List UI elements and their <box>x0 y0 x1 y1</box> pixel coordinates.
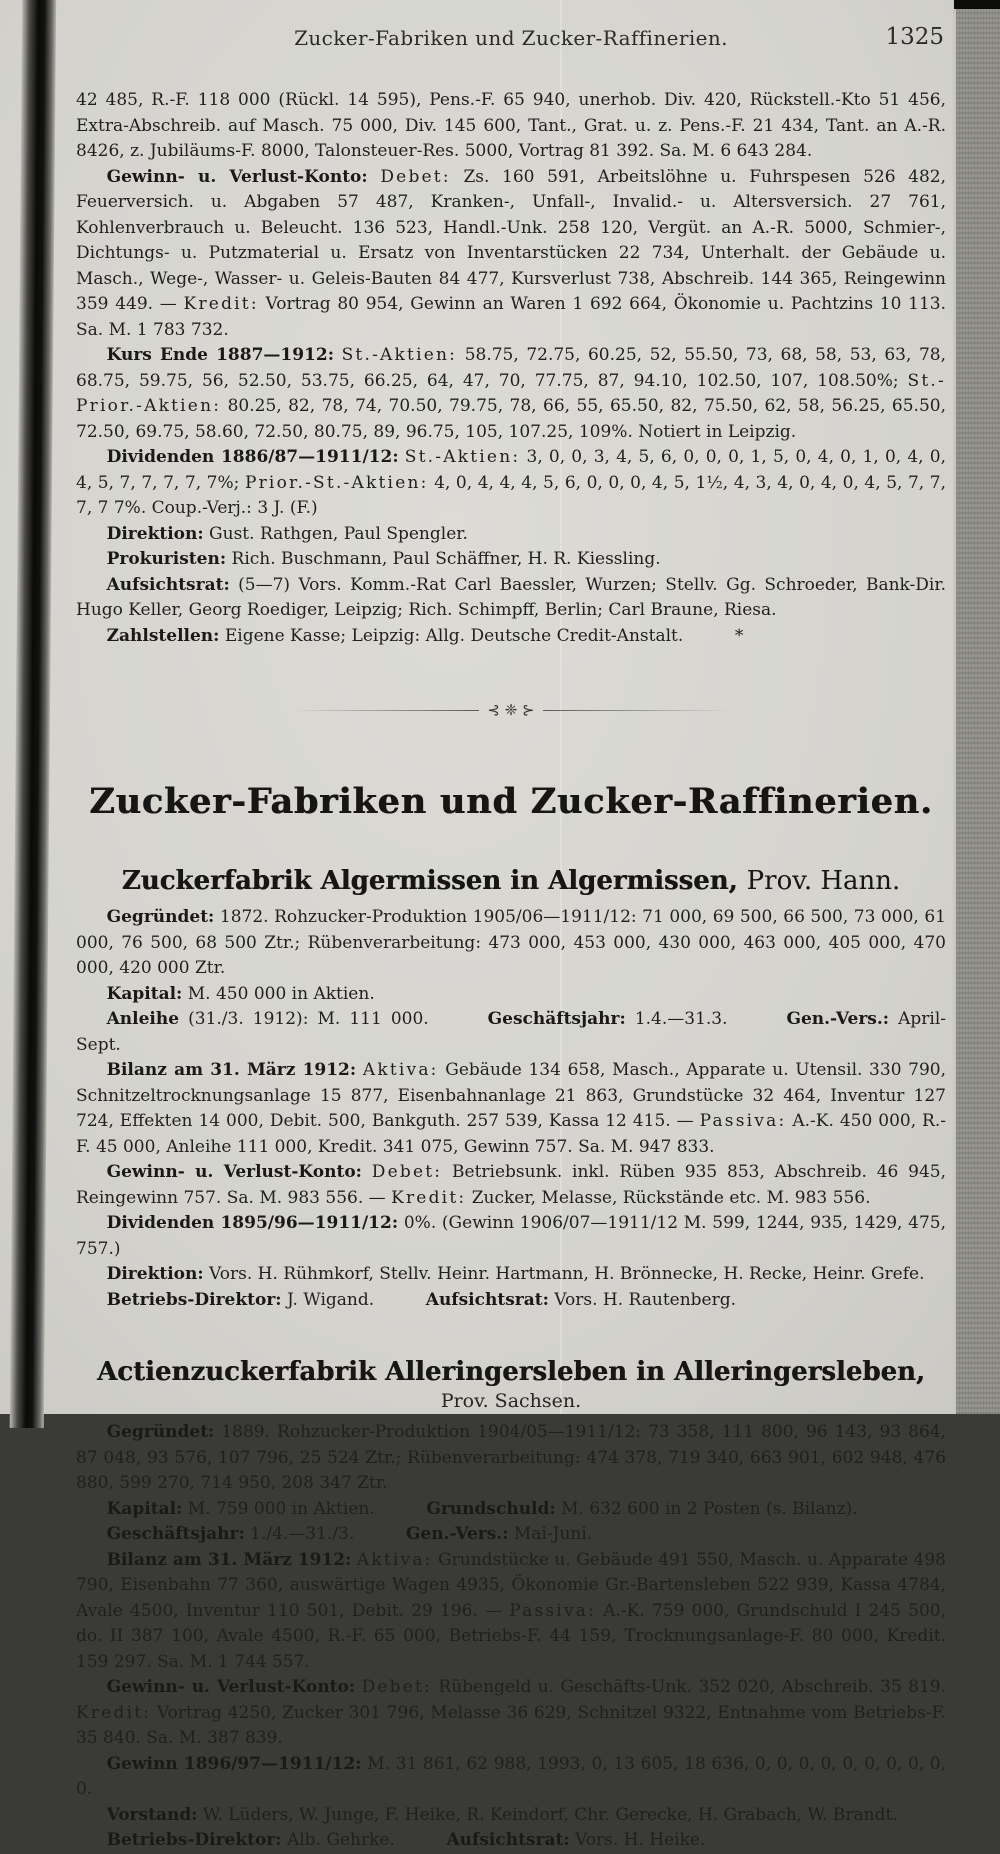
text-run: A.-K. 450 000, R.-F. 45 000, Anleihe 111 000, Kredit. 341 075, Gewinn 757. Sa. M. 947 833. <box>76 1111 947 1157</box>
paragraph-gewinn-verlust-konto <box>76 165 946 344</box>
paragraph-gewinn-verlust-konto <box>76 1675 946 1752</box>
scan-dark-corner <box>954 0 1000 9</box>
text-run: Vors. H. Rühmkorf, Stellv. Heinr. Hartmann, H. Brönnecke, H. Recke, Heinr. Grefe. <box>209 1264 925 1285</box>
paragraph-bilanz <box>76 1058 946 1160</box>
entry-label: Gen.-Vers.: <box>786 1009 890 1030</box>
text-run: 0%. (Gewinn 1906/07—1911/12 M. 599, 1244, 935, 1429, 475, 757.) <box>76 1213 947 1259</box>
entry-label: Geschäftsjahr: <box>106 1524 245 1545</box>
text-run: M. 759 000 in Aktien. <box>187 1498 375 1519</box>
entry-label: Gewinn- u. Verlust-Konto: <box>106 1677 356 1698</box>
text-run: Vortrag 80 954, Gewinn an Waren 1 692 664, Ökonomie u. Pachtzins 10 113. Sa. M. 1 783 732. <box>76 294 947 340</box>
paragraph-kapital-grundschuld <box>76 1497 946 1523</box>
text-run: Kredit: <box>76 1702 152 1723</box>
text-run: Rich. Buschmann, Paul Schäffner, H. R. Kiessling. <box>231 549 661 569</box>
entry-label: Zahlstellen: <box>106 625 220 646</box>
page-number: 1325 <box>885 24 944 50</box>
paragraph-betriebs-direktor <box>76 1828 946 1854</box>
text-run: Vors. H. Heike. <box>575 1830 706 1851</box>
text-run: Kredit: <box>391 1187 467 1208</box>
text-run: Zs. 160 591, Arbeitslöhne u. Fuhrspesen 526 482, Feuerversich. u. Abgaben 57 487, Kranken-, Unfall-, Invalid.- u. Altersversich. 27 761, Kohlenverbrauch u. Beleucht. 136 523, Handl.-Unk. 258 120, Vergüt. an A.-R. 5000, Schmier-, Dichtungs- u. Putzmaterial u. Ersatz von Inventarstücken 22 734, Unterhalt. der Gebäude u. Masch., Wege-, Wasser- u. Geleis-Bauten 84 477, Kursverlust 738, Abschreib. 144 365, Reingewinn 359 449. — <box>76 166 947 314</box>
text-run: 1889. Rohzucker-Produktion 1904/05—1911/12: 73 358, 111 800, 96 143, 93 864, 87 048, 93 576, 107 796, 25 524 Ztr.; Rübenverarbeitung: 474 378, 719 340, 663 901, 602 948, 476 880, 599 270, 714 950, 208 347 Ztr. <box>76 1422 946 1494</box>
text-run: Eigene Kasse; Leipzig: Allg. Deutsche Credit-Anstalt. <box>224 625 684 646</box>
fleuron-ornament-icon: ⊰ ❈ ⊱ <box>487 701 535 719</box>
section-title: Zucker-Fabriken und Zucker-Raffinerien. <box>89 781 933 822</box>
entry-label: Geschäftsjahr: <box>487 1009 626 1030</box>
text-run: Aktiva: <box>356 1549 433 1570</box>
paragraph-aufsichtsrat <box>76 573 946 624</box>
paragraph-dividenden <box>76 1211 946 1262</box>
section-divider <box>291 701 731 719</box>
entry-label: Direktion: <box>106 523 204 544</box>
text-run: St.-Aktien: <box>341 345 458 365</box>
paragraph-bilanz <box>76 1548 946 1676</box>
text-run: 3, 0, 0, 3, 4, 5, 6, 0, 0, 0, 1, 5, 0, 4, 0, 1, 0, 4, 0, 4, 5, 7, 7, 7, 7, 7%; <box>76 447 946 493</box>
page-edge-strip <box>953 0 1000 1414</box>
text-run: (5—7) Vors. Komm.-Rat Carl Baessler, Wurzen; Stellv. Gg. Schroeder, Bank-Dir. Hugo Keller, Georg Roediger, Leipzig; Rich. Schimpff, Berlin; Carl Braune, Riesa. <box>76 574 947 620</box>
paragraph-direktion <box>76 1262 946 1288</box>
text-run: Debet: <box>361 1677 433 1698</box>
text-run: W. Lüders, W. Junge, F. Heike, R. Keindorf, Chr. Gerecke, H. Grabach, W. Brandt. <box>202 1804 898 1825</box>
text-run: Gust. Rathgen, Paul Spengler. <box>209 523 468 544</box>
paragraph-gegruendet <box>76 905 946 982</box>
entry-label: Gegründet: <box>106 1422 215 1443</box>
text-run: Prior.-St.-Aktien: <box>244 472 429 493</box>
paragraph-betriebs-direktor <box>76 1288 946 1314</box>
text-run: Zucker, Melasse, Rückstände etc. M. 983 556. <box>471 1187 871 1208</box>
entry-label: Dividenden 1886/87—1911/12: <box>106 447 399 467</box>
entry-label: Prokuristen: <box>106 549 227 569</box>
text-run: Debet: <box>380 166 451 187</box>
entry-label: Dividenden 1895/96—1911/12: <box>106 1213 399 1234</box>
text-run: Mai-Juni. <box>513 1524 593 1545</box>
entry-label: Gen.-Vers.: <box>405 1524 509 1545</box>
entry-label: Grundschuld: <box>426 1498 556 1519</box>
text-run: Passiva: <box>699 1111 787 1132</box>
company-province: Prov. Hann. <box>746 866 901 896</box>
entry-label: Kapital: <box>106 983 183 1004</box>
entry-label: Aufsichtsrat: <box>425 1289 549 1310</box>
paragraph-kurs <box>76 343 946 445</box>
text-run: Alb. Gehrke. <box>286 1830 395 1851</box>
text-run: St.-Prior.-Aktien: <box>76 370 946 416</box>
entry-label: Vorstand: <box>106 1804 198 1825</box>
running-header: Zucker-Fabriken und Zucker-Raffinerien. <box>294 26 728 50</box>
entry-label: Aufsichtsrat: <box>446 1830 570 1851</box>
text-run: M. 632 600 in 2 Posten (s. Bilanz). <box>561 1498 858 1519</box>
text-run: Betriebsunk. inkl. Rüben 935 853, Abschreib. 46 945, Reingewinn 757. Sa. M. 983 556. — <box>76 1162 946 1208</box>
entry-label: Gewinn- u. Verlust-Konto: <box>106 1162 362 1183</box>
company-heading-alleringersleben <box>76 1357 946 1388</box>
entry-label: Gewinn- u. Verlust-Konto: <box>106 166 368 187</box>
entry-label: Direktion: <box>106 1264 204 1285</box>
text-run: * <box>734 625 744 646</box>
text-run: Kredit: <box>183 294 259 314</box>
text-run: St.-Aktien: <box>404 447 521 467</box>
text-run: 4, 0, 4, 4, 4, 5, 6, 0, 0, 0, 4, 5, 1½, 4, 3, 4, 0, 4, 0, 4, 5, 7, 7, 7, 7 7%. Coup.-Verj.: 3 J. (F.) <box>76 472 946 518</box>
company-name: Zuckerfabrik Algermissen in Algermissen, <box>121 866 738 896</box>
paragraph-anleihe-geschaeftsjahr <box>76 1007 946 1058</box>
paragraph-gegruendet <box>76 1420 946 1497</box>
text-run: Gebäude 134 658, Masch., Apparate u. Utensil. 330 790, Schnitzeltrocknungsanlage 15 877, Eisenbahnanlage 21 863, Grundstücke 32 464, Inventur 127 724, Effekten 14 000, Debit. 500, Bankguth. 257 539, Kassa 12 415. — <box>76 1060 947 1132</box>
company-body-algermissen <box>76 905 946 1313</box>
text-run: M. 450 000 in Aktien. <box>187 983 375 1004</box>
text-run: Vors. H. Rautenberg. <box>554 1289 737 1310</box>
entry-label: Betriebs-Direktor: <box>106 1830 282 1851</box>
page-content <box>76 26 946 1854</box>
entry-label: Bilanz am 31. März 1912: <box>106 1060 357 1081</box>
text-run: M. 31 861, 62 988, 1993, 0, 13 605, 18 636, 0, 0, 0, 0, 0, 0, 0, 0, 0, 0. <box>76 1753 947 1800</box>
paragraph-prokuristen <box>76 547 946 573</box>
paragraph-carryover <box>76 88 946 165</box>
paragraph-vorstand <box>76 1803 946 1829</box>
text-run: 58.75, 72.75, 60.25, 52, 55.50, 73, 68, 58, 53, 63, 78, 68.75, 59.75, 56, 52.50, 53.75, 66.25, 64, 47, 70, 77.75, 87, 94.10, 102.50, 107, 108.50%; <box>76 345 946 391</box>
paragraph-kapital <box>76 982 946 1008</box>
text-run: 1872. Rohzucker-Produktion 1905/06—1911/12: 71 000, 69 500, 66 500, 73 000, 61 000, 76 500, 68 500 Ztr.; Rübenverarbeitung: 473 000, 453 000, 430 000, 463 000, 405 000, 470 000, 420 000 Ztr. <box>76 907 946 979</box>
company-body-alleringersleben <box>76 1420 946 1854</box>
paragraph-gewinn-verlust-konto <box>76 1160 946 1211</box>
company-heading-algermissen <box>76 866 946 897</box>
entry-label: Bilanz am 31. März 1912: <box>106 1549 352 1570</box>
entry-label: Kurs Ende 1887—1912: <box>106 345 334 365</box>
entry-label: Betriebs-Direktor: <box>106 1289 282 1310</box>
text-run: April-Sept. <box>76 1009 947 1055</box>
text-run: Aktiva: <box>362 1060 439 1081</box>
company-province-subtitle: Prov. Sachsen. <box>440 1390 582 1413</box>
text-run: 80.25, 82, 78, 74, 70.50, 79.75, 78, 66, 55, 65.50, 82, 75.50, 62, 58, 56.25, 65.50, 72.50, 69.75, 58.60, 72.50, 80.75, 89, 96.75, 105, 107.25, 109%. Notiert in Leipzig. <box>76 396 946 442</box>
company-name: Actienzuckerfabrik Alleringersleben in Alleringersleben, <box>97 1357 925 1388</box>
text-run: Vortrag 4250, Zucker 301 796, Melasse 36 629, Schnitzel 9322, Entnahme vom Betriebs-F. 35 840. Sa. M. 387 839. <box>76 1702 946 1749</box>
text-run: Grundstücke u. Gebäude 491 550, Masch. u. Apparate 498 790, Eisenbahn 77 360, auswärtige Wagen 4935, Ökonomie Gr.-Bartensleben 522 939, Kassa 4784, Avale 4500, Inventur 110 501, Debit. 29 196. — <box>76 1549 947 1621</box>
entry-label: Aufsichtsrat: <box>106 574 230 595</box>
entry-label: Gegründet: <box>106 907 215 928</box>
paragraph-geschaeftsjahr <box>76 1522 946 1548</box>
text-run: 42 485, R.-F. 118 000 (Rückl. 14 595), Pens.-F. 65 940, unerhob. Div. 420, Rückstell.-Kto 51 456, Extra-Abschreib. auf Masch. 75 000, Div. 145 600, Tant., Grat. u. z. Pens.-F. 21 434, Tant. an A.-R. 8426, z. Jubiläums-F. 8000, Talonsteuer-Res. 5000, Vortrag 81 392. Sa. M. 6 643 284. <box>76 90 946 161</box>
text-run: (31./3. 1912): M. 111 000. <box>188 1009 429 1030</box>
paragraph-zahlstellen <box>76 624 946 650</box>
entry-label: Gewinn 1896/97—1911/12: <box>106 1753 362 1774</box>
text-run: J. Wigand. <box>286 1289 375 1310</box>
text-run: 1.4.—31.3. <box>634 1009 728 1030</box>
text-run: Rübengeld u. Geschäfts-Unk. 352 020, Abschreib. 35 819. <box>438 1677 947 1698</box>
paragraph-gewinn <box>76 1752 946 1803</box>
book-binding-shadow <box>10 0 57 1428</box>
entry-label: Kapital: <box>106 1498 183 1519</box>
page-header <box>76 26 946 52</box>
text-run: 1./4.—31./3. <box>250 1524 355 1545</box>
text-run: Debet: <box>371 1162 443 1183</box>
text-run: A.-K. 759 000, Grundschuld I 245 500, do. II 387 100, Avale 4500, R.-F. 65 000, Betriebs-F. 44 159, Trocknungsanlage-F. 80 000, Kredit. 159 297. Sa. M. 1 744 557. <box>76 1600 947 1672</box>
paragraph-dividenden <box>76 445 946 522</box>
paragraph-direktion <box>76 522 946 548</box>
text-run: Passiva: <box>509 1600 597 1621</box>
entry-label: Anleihe <box>106 1009 180 1030</box>
